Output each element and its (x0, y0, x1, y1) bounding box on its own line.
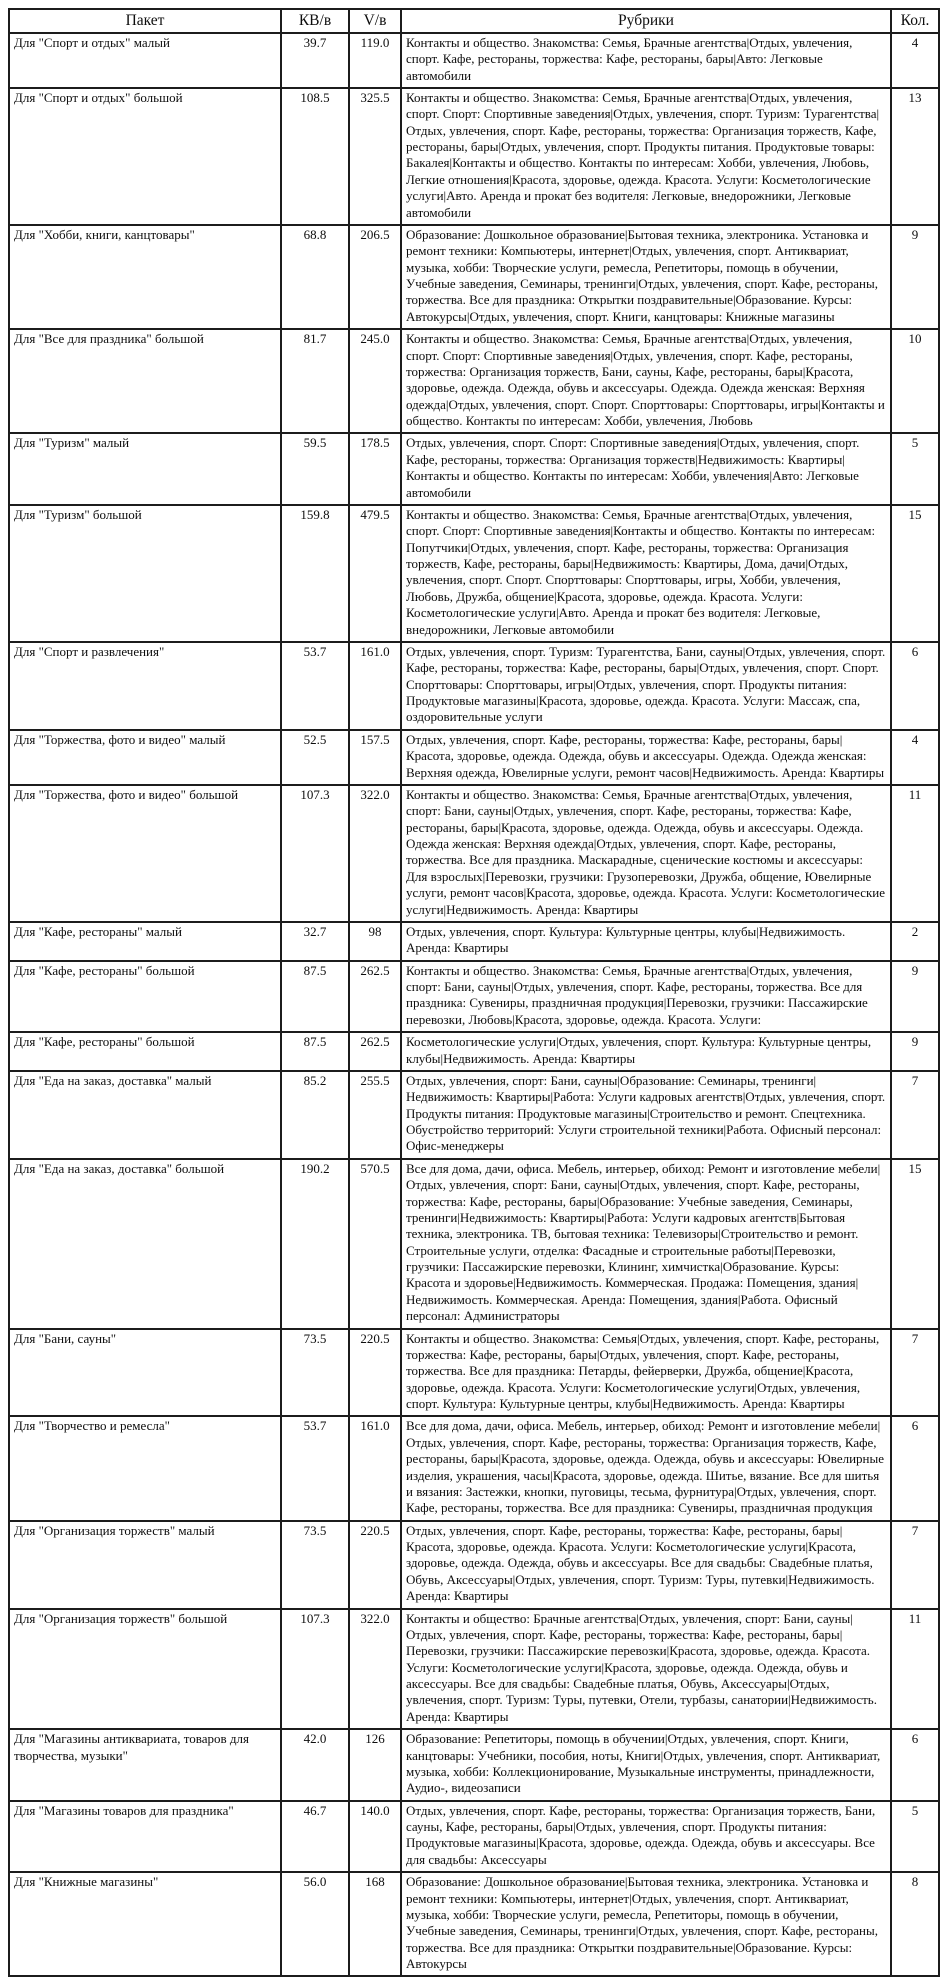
v-value-cell: 262.5 (349, 1032, 401, 1071)
kv-value-cell: 85.2 (281, 1071, 349, 1159)
count-cell: 15 (891, 1159, 939, 1329)
v-value-cell: 262.5 (349, 961, 401, 1033)
table-row (9, 1872, 939, 1976)
v-value-cell: 220.5 (349, 1329, 401, 1417)
package-name-cell: Для "Организация торжеств" большой (9, 1609, 281, 1730)
column-header-v: V/в (349, 9, 401, 33)
package-name-cell: Для "Кафе, рестораны" большой (9, 961, 281, 1033)
count-cell: 6 (891, 1416, 939, 1520)
kv-value-cell: 53.7 (281, 1416, 349, 1520)
rubrics-cell: Контакты и общество. Знакомства: Семья, Брачные агентства|Отдых, увлечения, спорт: Бани, сауны|Отдых, увлечения, спорт. Кафе, рестораны, торжества: Кафе, рестораны, бары|Красота, здоровье, одежда. Одежда, обувь и аксессуары. Одежда. Одежда женская: Верхняя одежда|Отдых, увлечения, спорт. Кафе, рестораны, торжества. Все для праздника. Маскарадные, сценические костюмы и аксессуары: Для взрослых|Перевозки, грузчики: Грузоперевозки, Дружба, общение, Ювелирные услуги, ремонт часов|Красота, здоровье, одежда. Красота. Услуги: Косметологические услуги|Недвижимость. Аренда: Квартиры (401, 785, 891, 922)
kv-value-cell: 39.7 (281, 33, 349, 88)
table-row (9, 642, 939, 730)
package-name-cell: Для "Еда на заказ, доставка" малый (9, 1071, 281, 1159)
package-name-cell: Для "Спорт и отдых" большой (9, 88, 281, 225)
v-value-cell: 126 (349, 1729, 401, 1801)
table-row (9, 433, 939, 505)
table-row (9, 1729, 939, 1801)
table-row (9, 329, 939, 433)
table-row (9, 1416, 939, 1520)
table-row (9, 1801, 939, 1873)
v-value-cell: 220.5 (349, 1521, 401, 1609)
v-value-cell: 206.5 (349, 225, 401, 329)
count-cell: 6 (891, 1729, 939, 1801)
package-name-cell: Для "Бани, сауны" (9, 1329, 281, 1417)
rubrics-cell: Образование: Дошкольное образование|Бытовая техника, электроника. Установка и ремонт техники: Компьютеры, интернет|Отдых, увлечения, спорт. Антиквариат, музыка, хобби: Творческие услуги, ремесла, Репетиторы, помощь в обучении, Учебные заведения, Семинары, тренинги|Отдых, увлечения, спорт. Кафе, рестораны, торжества. Все для праздника: Открытки поздравительные|Образование. Курсы: Автокурсы|Отдых, увлечения, спорт. Книги, канцтовары: Книжные магазины (401, 225, 891, 329)
rubrics-cell: Все для дома, дачи, офиса. Мебель, интерьер, обиход: Ремонт и изготовление мебели|Отдых, увлечения, спорт: Бани, сауны|Отдых, увлечения, спорт. Кафе, рестораны, торжества: Кафе, рестораны, бары|Образование: Учебные заведения, Семинары, тренинги|Недвижимость: Квартиры|Работа: Услуги кадровых агентств|Бытовая техника, электроника. ТВ, бытовая техника: Телевизоры|Строительство и ремонт. Строительные услуги, отделка: Фасадные и строительные работы|Перевозки, грузчики: Пассажирские перевозки, Клининг, химчистка|Образование. Курсы: Красота и здоровье|Недвижимость. Коммерческая. Продажа: Помещения, здания|Недвижимость. Коммерческая. Аренда: Помещения, здания|Работа. Офисный персонал: Администраторы (401, 1159, 891, 1329)
count-cell: 9 (891, 1032, 939, 1071)
package-name-cell: Для "Торжества, фото и видео" большой (9, 785, 281, 922)
count-cell: 11 (891, 785, 939, 922)
kv-value-cell: 81.7 (281, 329, 349, 433)
kv-value-cell: 42.0 (281, 1729, 349, 1801)
table-row (9, 33, 939, 88)
header-row (9, 9, 939, 33)
rubrics-cell: Отдых, увлечения, спорт. Культура: Культурные центры, клубы|Недвижимость. Аренда: Квартиры (401, 922, 891, 961)
count-cell: 13 (891, 88, 939, 225)
package-name-cell: Для "Кафе, рестораны" большой (9, 1032, 281, 1071)
table-row (9, 1609, 939, 1730)
table-row (9, 1329, 939, 1417)
rubrics-cell: Отдых, увлечения, спорт. Кафе, рестораны, торжества: Организация торжеств, Бани, сауны, Кафе, рестораны, бары|Отдых, увлечения, спорт. Продукты питания: Продуктовые магазины|Красота, здоровье, одежда. Одежда, обувь и аксессуары. Все для свадьбы: Аксессуары (401, 1801, 891, 1873)
rubrics-cell: Косметологические услуги|Отдых, увлечения, спорт. Культура: Культурные центры, клубы|Недвижимость. Аренда: Квартиры (401, 1032, 891, 1071)
kv-value-cell: 73.5 (281, 1329, 349, 1417)
v-value-cell: 178.5 (349, 433, 401, 505)
v-value-cell: 322.0 (349, 785, 401, 922)
kv-value-cell: 107.3 (281, 785, 349, 922)
count-cell: 7 (891, 1329, 939, 1417)
kv-value-cell: 56.0 (281, 1872, 349, 1976)
count-cell: 8 (891, 1872, 939, 1976)
count-cell: 6 (891, 642, 939, 730)
count-cell: 2 (891, 922, 939, 961)
kv-value-cell: 46.7 (281, 1801, 349, 1873)
count-cell: 10 (891, 329, 939, 433)
package-name-cell: Для "Хобби, книги, канцтовары" (9, 225, 281, 329)
table-row (9, 1159, 939, 1329)
v-value-cell: 140.0 (349, 1801, 401, 1873)
table-row (9, 785, 939, 922)
rubrics-cell: Отдых, увлечения, спорт. Туризм: Турагентства, Бани, сауны|Отдых, увлечения, спорт. Кафе, рестораны, торжества: Кафе, рестораны, бары|Отдых, увлечения, спорт. Спорт. Спорттовары: Спорттовары, игры|Отдых, увлечения, спорт. Продукты питания: Продуктовые магазины|Красота, здоровье, одежда. Красота. Услуги: Массаж, спа, оздоровительные услуги (401, 642, 891, 730)
table-row (9, 1521, 939, 1609)
count-cell: 7 (891, 1071, 939, 1159)
v-value-cell: 161.0 (349, 1416, 401, 1520)
kv-value-cell: 52.5 (281, 730, 349, 785)
v-value-cell: 255.5 (349, 1071, 401, 1159)
v-value-cell: 157.5 (349, 730, 401, 785)
kv-value-cell: 87.5 (281, 1032, 349, 1071)
count-cell: 5 (891, 1801, 939, 1873)
column-header-count: Кол. (891, 9, 939, 33)
table-body (9, 33, 939, 1977)
v-value-cell: 570.5 (349, 1159, 401, 1329)
rubrics-cell: Контакты и общество. Знакомства: Семья, Брачные агентства|Отдых, увлечения, спорт: Бани, сауны|Отдых, увлечения, спорт. Кафе, рестораны, торжества. Все для праздника: Сувениры, праздничная продукция|Перевозки, грузчики: Пассажирские перевозки, Любовь|Красота, здоровье, одежда. Красота. Услуги: (401, 961, 891, 1033)
kv-value-cell: 159.8 (281, 505, 349, 642)
v-value-cell: 245.0 (349, 329, 401, 433)
rubrics-cell: Отдых, увлечения, спорт. Кафе, рестораны, торжества: Кафе, рестораны, бары|Красота, здоровье, одежда. Одежда, обувь и аксессуары. Одежда. Одежда женская: Верхняя одежда, Ювелирные услуги, ремонт часов|Недвижимость. Аренда: Квартиры (401, 730, 891, 785)
count-cell: 4 (891, 33, 939, 88)
table-row (9, 505, 939, 642)
package-name-cell: Для "Спорт и отдых" малый (9, 33, 281, 88)
kv-value-cell: 73.5 (281, 1521, 349, 1609)
rubrics-cell: Отдых, увлечения, спорт. Кафе, рестораны, торжества: Кафе, рестораны, бары|Красота, здоровье, одежда. Красота. Услуги: Косметологические услуги|Красота, здоровье, одежда. Одежда, обувь и аксессуары. Все для свадьбы: Свадебные платья, Обувь, Аксессуары|Отдых, увлечения, спорт. Туризм: Туры, путевки|Недвижимость. Аренда: Квартиры (401, 1521, 891, 1609)
column-header-kv: КВ/в (281, 9, 349, 33)
rubrics-cell: Контакты и общество. Знакомства: Семья|Отдых, увлечения, спорт. Кафе, рестораны, торжества: Кафе, рестораны, бары|Отдых, увлечения, спорт. Кафе, рестораны, торжества. Все для праздника: Петарды, фейерверки, Дружба, общение|Красота, здоровье, одежда. Красота. Услуги: Косметологические услуги|Отдых, увлечения, спорт. Культура: Культурные центры, клубы|Недвижимость. Аренда: Квартиры (401, 1329, 891, 1417)
count-cell: 9 (891, 961, 939, 1033)
rubrics-cell: Контакты и общество. Знакомства: Семья, Брачные агентства|Отдых, увлечения, спорт. Спорт: Спортивные заведения|Отдых, увлечения, спорт. Туризм: Турагентства|Отдых, увлечения, спорт. Кафе, рестораны, торжества: Организация торжеств, Кафе, рестораны, бары|Отдых, увлечения, спорт. Продукты питания. Продуктовые товары: Бакалея|Контакты и общество. Контакты по интересам: Хобби, увлечения, Любовь, Легкие отношения|Красота, здоровье, одежда. Красота. Услуги: Косметологические услуги|Авто. Аренда и прокат без водителя: Легковые, внедорожники, Легковые автомобили (401, 88, 891, 225)
rubrics-cell: Контакты и общество. Знакомства: Семья, Брачные агентства|Отдых, увлечения, спорт. Спорт: Спортивные заведения|Отдых, увлечения, спорт. Кафе, рестораны, торжества: Организация торжеств, Бани, сауны, Кафе, рестораны, бары|Красота, здоровье, одежда. Одежда, обувь и аксессуары. Одежда. Одежда женская: Верхняя одежда|Отдых, увлечения, спорт. Спорт. Спорттовары: Спорттовары, игры|Контакты и общество. Контакты по интересам: Хобби, увлечения, Любовь (401, 329, 891, 433)
count-cell: 11 (891, 1609, 939, 1730)
kv-value-cell: 59.5 (281, 433, 349, 505)
v-value-cell: 168 (349, 1872, 401, 1976)
table-row (9, 88, 939, 225)
column-header-rubrics: Рубрики (401, 9, 891, 33)
rubrics-cell: Отдых, увлечения, спорт. Спорт: Спортивные заведения|Отдых, увлечения, спорт. Кафе, рестораны, торжества: Организация торжеств|Недвижимость: Квартиры|Контакты и общество. Контакты по интересам: Хобби, увлечения|Авто: Легковые автомобили (401, 433, 891, 505)
rubrics-cell: Образование: Репетиторы, помощь в обучении|Отдых, увлечения, спорт. Книги, канцтовары: Учебники, пособия, ноты, Книги|Отдых, увлечения, спорт. Антиквариат, музыка, хобби: Коллекционирование, Музыкальные инструменты, принадлежности, Аудио-, видеозаписи (401, 1729, 891, 1801)
table-row (9, 922, 939, 961)
count-cell: 15 (891, 505, 939, 642)
package-name-cell: Для "Спорт и развлечения" (9, 642, 281, 730)
table-header (9, 9, 939, 33)
count-cell: 5 (891, 433, 939, 505)
column-header-package: Пакет (9, 9, 281, 33)
kv-value-cell: 107.3 (281, 1609, 349, 1730)
rubrics-cell: Контакты и общество. Знакомства: Семья, Брачные агентства|Отдых, увлечения, спорт. Кафе, рестораны, торжества: Кафе, рестораны, бары|Авто: Легковые автомобили (401, 33, 891, 88)
table-row (9, 730, 939, 785)
v-value-cell: 325.5 (349, 88, 401, 225)
rubrics-cell: Все для дома, дачи, офиса. Мебель, интерьер, обиход: Ремонт и изготовление мебели|Отдых, увлечения, спорт. Кафе, рестораны, торжества: Организация торжеств, Кафе, рестораны, бары|Красота, здоровье, одежда. Одежда, обувь и аксессуары: Ювелирные изделия, украшения, часы|Красота, здоровье, одежда. Шитье, вязание. Все для шитья и вязания: Застежки, кнопки, пуговицы, тесьма, фурнитура|Отдых, увлечения, спорт. Кафе, рестораны, торжества. Все для праздника: Сувениры, праздничная продукция (401, 1416, 891, 1520)
kv-value-cell: 68.8 (281, 225, 349, 329)
package-name-cell: Для "Магазины товаров для праздника" (9, 1801, 281, 1873)
package-name-cell: Для "Туризм" большой (9, 505, 281, 642)
rubrics-cell: Образование: Дошкольное образование|Бытовая техника, электроника. Установка и ремонт техники: Компьютеры, интернет|Отдых, увлечения, спорт. Антиквариат, музыка, хобби: Творческие услуги, ремесла, Репетиторы, помощь в обучении, Учебные заведения, Семинары, тренинги|Отдых, увлечения, спорт. Кафе, рестораны, торжества. Все для праздника: Открытки поздравительные|Образование. Курсы: Автокурсы (401, 1872, 891, 1976)
package-name-cell: Для "Организация торжеств" малый (9, 1521, 281, 1609)
table-row (9, 1032, 939, 1071)
table-row (9, 1071, 939, 1159)
rubrics-cell: Контакты и общество: Брачные агентства|Отдых, увлечения, спорт: Бани, сауны|Отдых, увлечения, спорт. Кафе, рестораны, торжества: Кафе, рестораны, бары|Перевозки, грузчики: Пассажирские перевозки|Красота, здоровье, одежда. Красота. Услуги: Косметологические услуги|Красота, здоровье, одежда. Одежда, обувь и аксессуары. Все для свадьбы: Свадебные платья, Обувь, Аксессуары|Отдых, увлечения, спорт. Туризм: Туры, путевки, Отели, турбазы, санатории|Недвижимость. Аренда: Квартиры (401, 1609, 891, 1730)
package-name-cell: Для "Еда на заказ, доставка" большой (9, 1159, 281, 1329)
v-value-cell: 119.0 (349, 33, 401, 88)
package-name-cell: Для "Туризм" малый (9, 433, 281, 505)
count-cell: 9 (891, 225, 939, 329)
package-name-cell: Для "Книжные магазины" (9, 1872, 281, 1976)
count-cell: 7 (891, 1521, 939, 1609)
count-cell: 4 (891, 730, 939, 785)
kv-value-cell: 190.2 (281, 1159, 349, 1329)
kv-value-cell: 87.5 (281, 961, 349, 1033)
rubrics-cell: Отдых, увлечения, спорт: Бани, сауны|Образование: Семинары, тренинги|Недвижимость: Квартиры|Работа: Услуги кадровых агентств|Отдых, увлечения, спорт. Продукты питания: Продуктовые магазины|Строительство и ремонт. Спецтехника. Обустройство территорий: Услуги строительной техники|Работа. Офисный персонал: Офис-менеджеры (401, 1071, 891, 1159)
package-name-cell: Для "Магазины антиквариата, товаров для творчества, музыки" (9, 1729, 281, 1801)
table-row (9, 225, 939, 329)
kv-value-cell: 32.7 (281, 922, 349, 961)
package-name-cell: Для "Торжества, фото и видео" малый (9, 730, 281, 785)
package-name-cell: Для "Творчество и ремесла" (9, 1416, 281, 1520)
package-name-cell: Для "Все для праздника" большой (9, 329, 281, 433)
rubrics-cell: Контакты и общество. Знакомства: Семья, Брачные агентства|Отдых, увлечения, спорт. Спорт: Спортивные заведения|Контакты и общество. Контакты по интересам: Попутчики|Отдых, увлечения, спорт. Кафе, рестораны, торжества: Организация торжеств, Кафе, рестораны, бары|Недвижимость: Квартиры, Дома, дачи|Отдых, увлечения, спорт. Спорт. Спорттовары: Спорттовары, игры, Хобби, увлечения, Любовь, Дружба, общение|Красота, здоровье, одежда. Красота. Услуги: Косметологические услуги|Авто. Аренда и прокат без водителя: Легковые, внедорожники, Легковые автомобили (401, 505, 891, 642)
kv-value-cell: 53.7 (281, 642, 349, 730)
packages-table (8, 8, 940, 1977)
table-row (9, 961, 939, 1033)
v-value-cell: 479.5 (349, 505, 401, 642)
kv-value-cell: 108.5 (281, 88, 349, 225)
v-value-cell: 98 (349, 922, 401, 961)
v-value-cell: 161.0 (349, 642, 401, 730)
v-value-cell: 322.0 (349, 1609, 401, 1730)
package-name-cell: Для "Кафе, рестораны" малый (9, 922, 281, 961)
